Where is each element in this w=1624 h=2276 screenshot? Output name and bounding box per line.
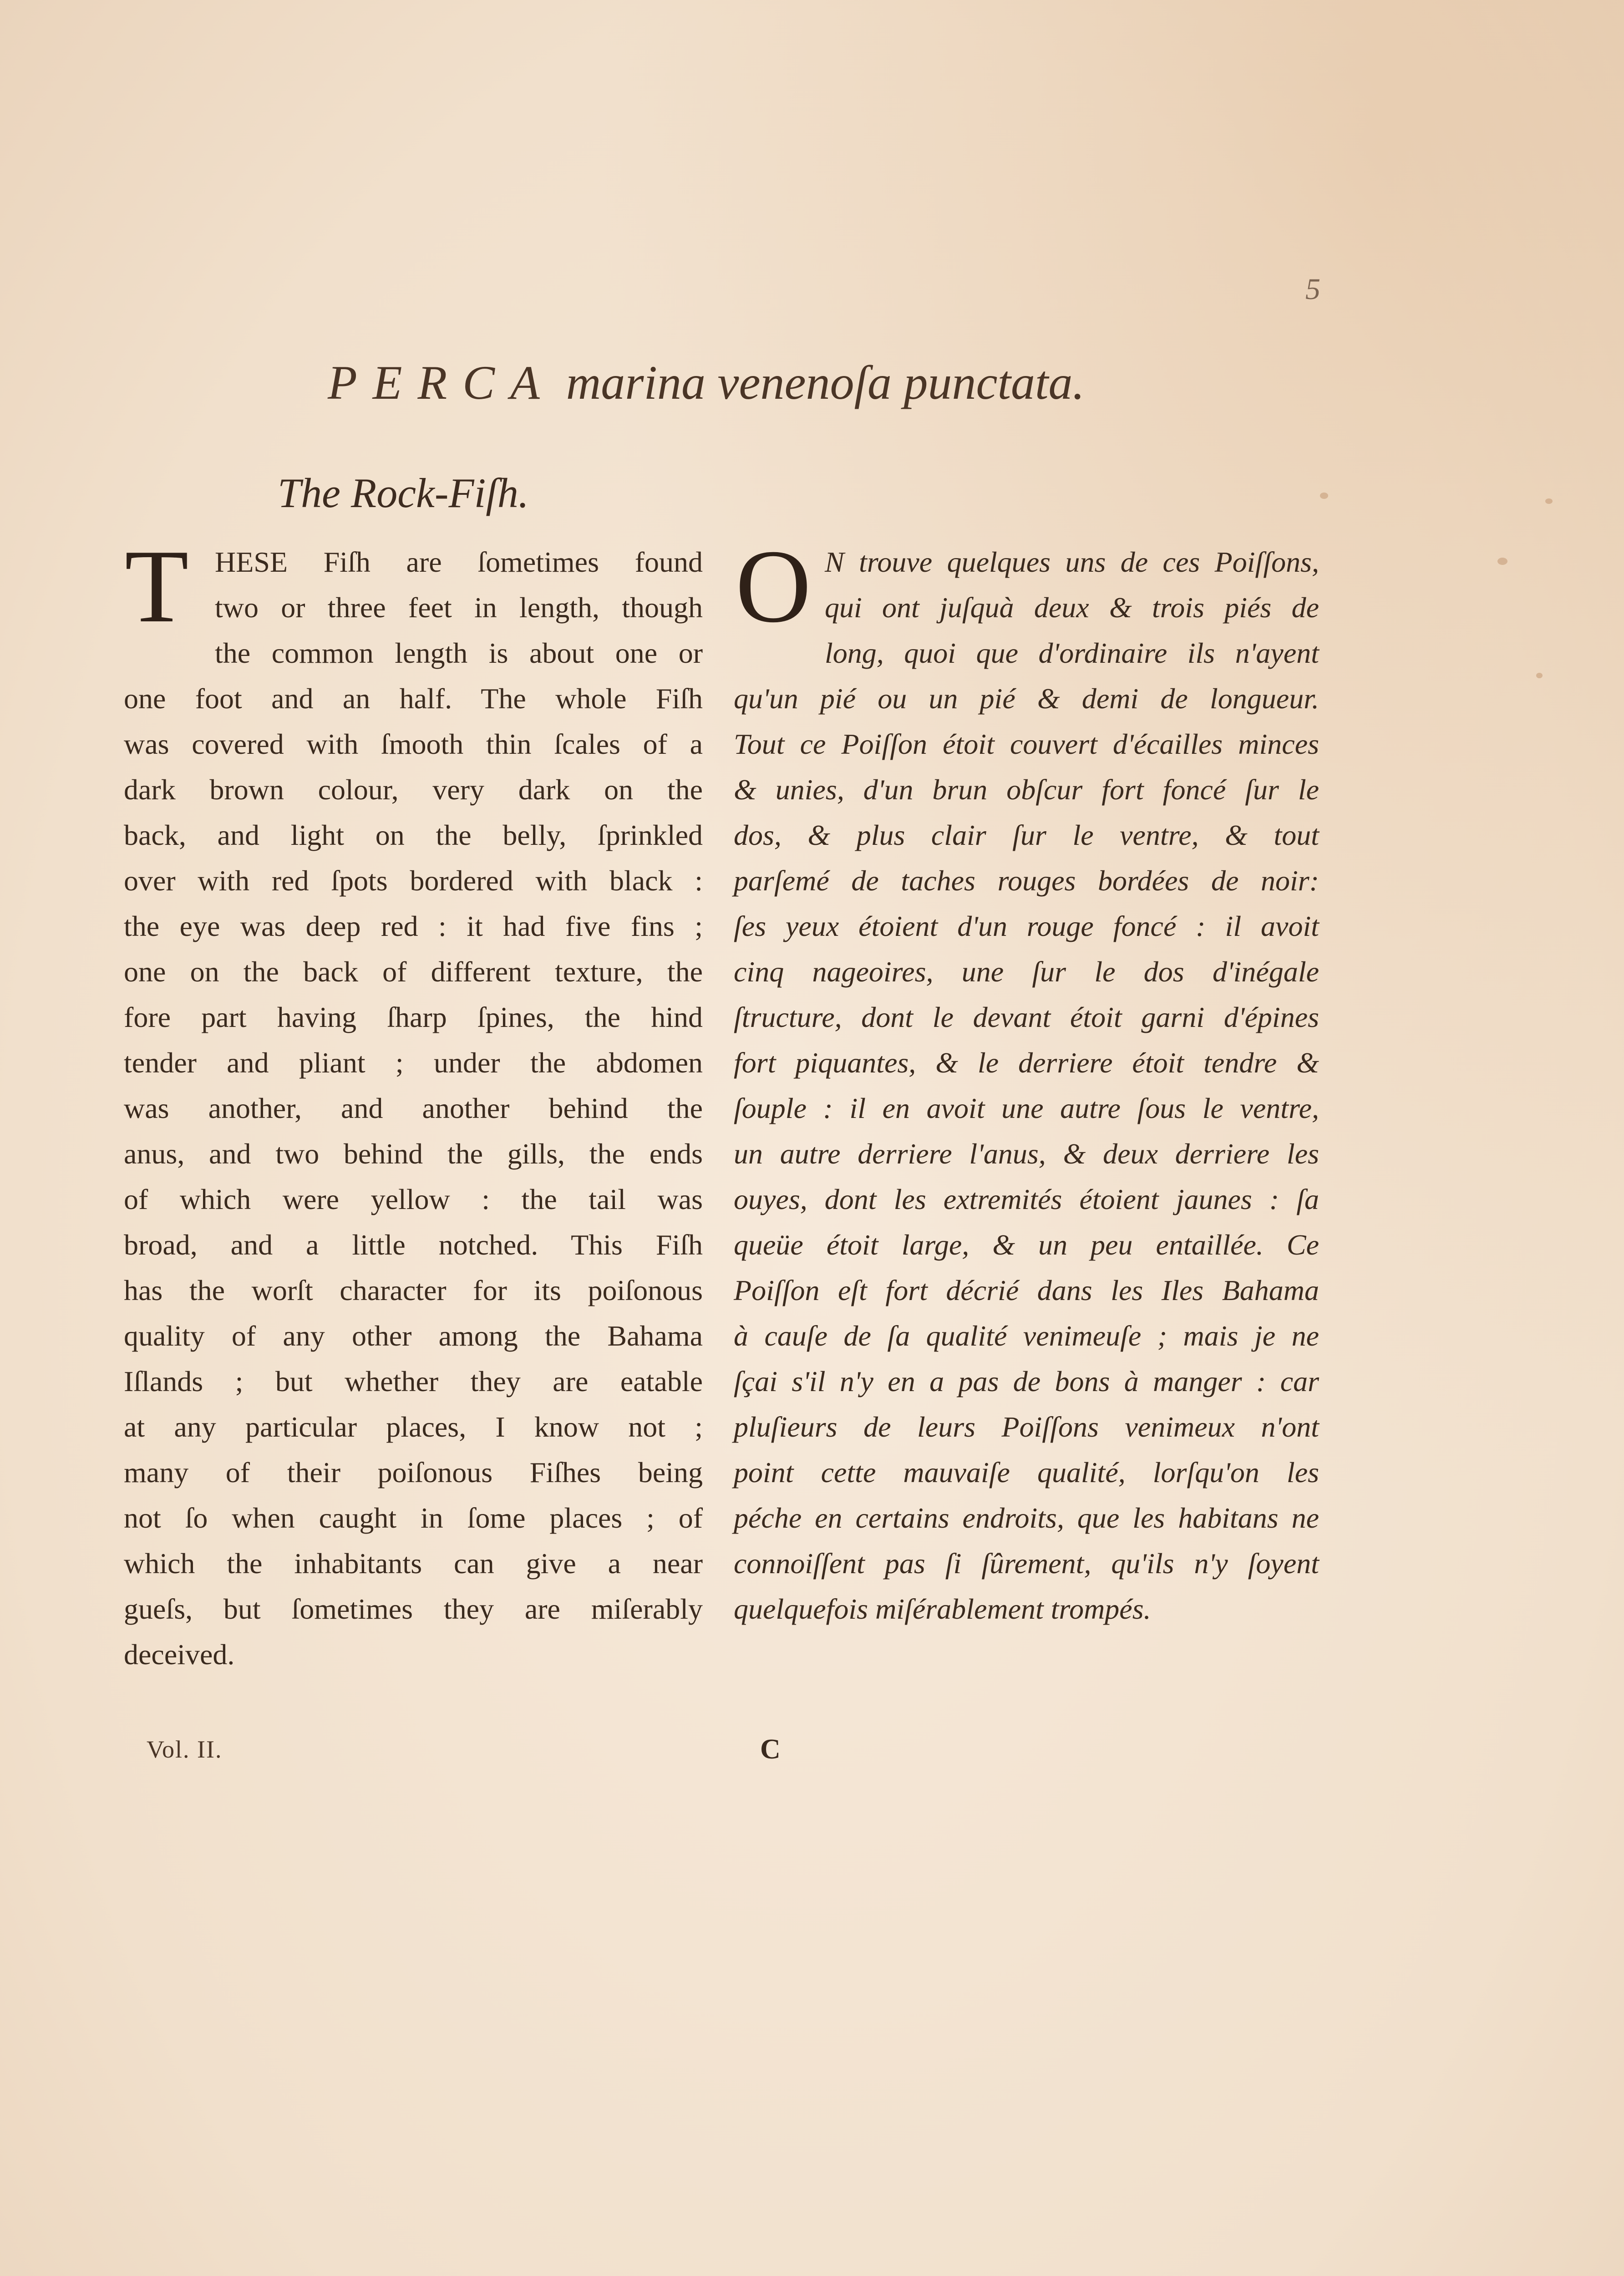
text-line: broad, and a little notched. This Fiſh — [124, 1229, 703, 1261]
text-line: fore part having ſharp ſpines, the hind — [124, 1001, 703, 1033]
signature-mark: C — [760, 1734, 781, 1765]
english-column — [124, 528, 703, 1677]
text-line: péche en certains endroits, que les habitans ne — [734, 1502, 1319, 1534]
text-line: ſçai s'il n'y en a pas de bons à manger : car — [734, 1365, 1319, 1397]
text-line: cinq nageoires, une ſur le dos d'inégale — [734, 955, 1319, 988]
text-line: the eye was deep red : it had five fins ; — [124, 910, 703, 942]
page-number: 5 — [1305, 273, 1320, 306]
text-line: one foot and an half. The whole Fiſh — [124, 682, 703, 715]
page-title — [328, 355, 1375, 411]
text-line: parſemé de taches rouges bordées de noir: — [734, 864, 1319, 897]
text-line: many of their poiſonous Fiſhes being — [124, 1456, 703, 1489]
text-line: back, and light on the belly, ſprinkled — [124, 819, 703, 851]
text-line: ſtructure, dont le devant étoit garni d'épines — [734, 1001, 1319, 1033]
text-line: was another, and another behind the — [124, 1092, 703, 1124]
text-line: ouyes, dont les extremités étoient jaunes : ſa — [734, 1183, 1319, 1215]
text-line: point cette mauvaiſe qualité, lorſqu'on les — [734, 1456, 1319, 1489]
text-line: à cauſe de ſa qualité venimeuſe ; mais je ne — [734, 1320, 1319, 1352]
text-line: over with red ſpots bordered with black : — [124, 864, 703, 897]
text-line: qui ont juſquà deux & trois piés de — [825, 591, 1319, 624]
text-line: Poiſſon eſt fort décrié dans les Iles Bahama — [734, 1274, 1319, 1306]
text-line: long, quoi que d'ordinaire ils n'ayent — [825, 637, 1319, 669]
text-line: ſes yeux étoient d'un rouge foncé : il avoit — [734, 910, 1319, 942]
text-line: dos, & plus clair ſur le ventre, & tout — [734, 819, 1319, 851]
french-column — [734, 528, 1319, 1632]
drop-cap: O — [736, 528, 812, 644]
text-line: tender and pliant ; under the abdomen — [124, 1047, 703, 1079]
text-line: two or three feet in length, though — [215, 591, 703, 624]
volume-label: Vol. II. — [147, 1736, 223, 1763]
text-line: not ſo when caught in ſome places ; of — [124, 1502, 703, 1534]
text-line: which the inhabitants can give a near — [124, 1547, 703, 1580]
text-line: anus, and two behind the gills, the ends — [124, 1138, 703, 1170]
text-line: pluſieurs de leurs Poiſſons venimeux n'ont — [734, 1411, 1319, 1443]
text-line: of which were yellow : the tail was — [124, 1183, 703, 1215]
paper-stain — [1545, 498, 1553, 504]
text-line: Tout ce Poiſſon étoit couvert d'écailles minces — [734, 728, 1319, 760]
text-line: HESE Fiſh are ſometimes found — [215, 546, 703, 578]
title-species: marina venenoſa punctata. — [566, 356, 1085, 409]
text-line: & unies, d'un brun obſcur fort foncé ſur le — [734, 773, 1319, 806]
text-line: Iſlands ; but whether they are eatable — [124, 1365, 703, 1397]
text-line: has the worſt character for its poiſonous — [124, 1274, 703, 1306]
text-line: connoiſſent pas ſi ſûrement, qu'ils n'y ſoyent — [734, 1547, 1319, 1580]
section-subtitle: The Rock-Fiſh. — [278, 470, 529, 516]
paper-stain — [1320, 493, 1328, 499]
paper-stain — [1497, 558, 1507, 565]
text-line: deceived. — [124, 1638, 235, 1671]
text-line: one on the back of different texture, the — [124, 955, 703, 988]
text-line: quelquefois miſérablement trompés. — [734, 1593, 1151, 1625]
text-line: quality of any other among the Bahama — [124, 1320, 703, 1352]
text-line: N trouve quelques uns de ces Poiſſons, — [825, 546, 1319, 578]
drop-cap: T — [125, 528, 189, 644]
title-genus: PERCA — [328, 356, 555, 409]
text-line: the common length is about one or — [215, 637, 703, 669]
text-line: queüe étoit large, & un peu entaillée. Ce — [734, 1229, 1319, 1261]
text-line: ſouple : il en avoit une autre ſous le ventre, — [734, 1092, 1319, 1124]
paper-stain — [1536, 673, 1543, 678]
text-line: dark brown colour, very dark on the — [124, 773, 703, 806]
text-line: gueſs, but ſometimes they are miſerably — [124, 1593, 703, 1625]
text-line: was covered with ſmooth thin ſcales of a — [124, 728, 703, 760]
text-line: at any particular places, I know not ; — [124, 1411, 703, 1443]
text-line: qu'un pié ou un pié & demi de longueur. — [734, 682, 1319, 715]
text-line: un autre derriere l'anus, & deux derriere les — [734, 1138, 1319, 1170]
text-line: fort piquantes, & le derriere étoit tendre & — [734, 1047, 1319, 1079]
